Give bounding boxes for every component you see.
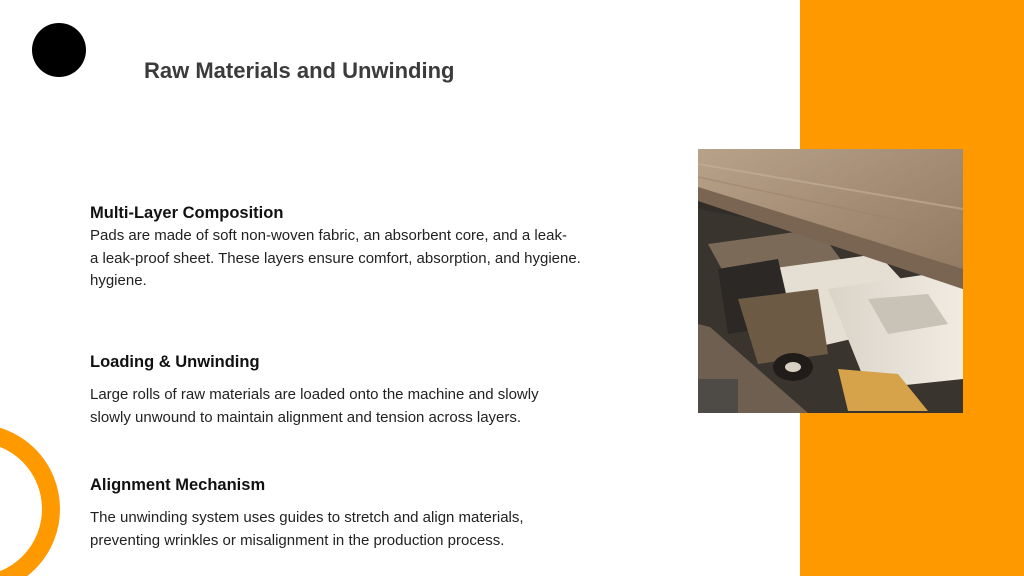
fabric-drawer-photo [698,149,963,413]
section-body-loading: Large rolls of raw materials are loaded onto the machine and slowly slowly unwound to maintain alignment and tension across layers. [90,386,539,426]
section-body-composition: Pads are made of soft non-woven fabric, an absorbent core, and a leak- a leak-proof sheet. These layers ensure comfort, absorption, and hygiene. hygiene. [90,227,581,289]
section-heading-loading: Loading & Unwinding [90,353,260,371]
section-body-alignment: The unwinding system uses guides to stretch and align materials, preventing wrinkles or misalignment in the production process. [90,509,524,549]
section-heading-alignment: Alignment Mechanism [90,476,266,494]
black-circle-decoration [32,23,86,77]
slide-title: Raw Materials and Unwinding [144,58,455,83]
orange-arc-decoration [0,424,60,576]
section-heading-composition: Multi-Layer Composition [90,204,284,222]
